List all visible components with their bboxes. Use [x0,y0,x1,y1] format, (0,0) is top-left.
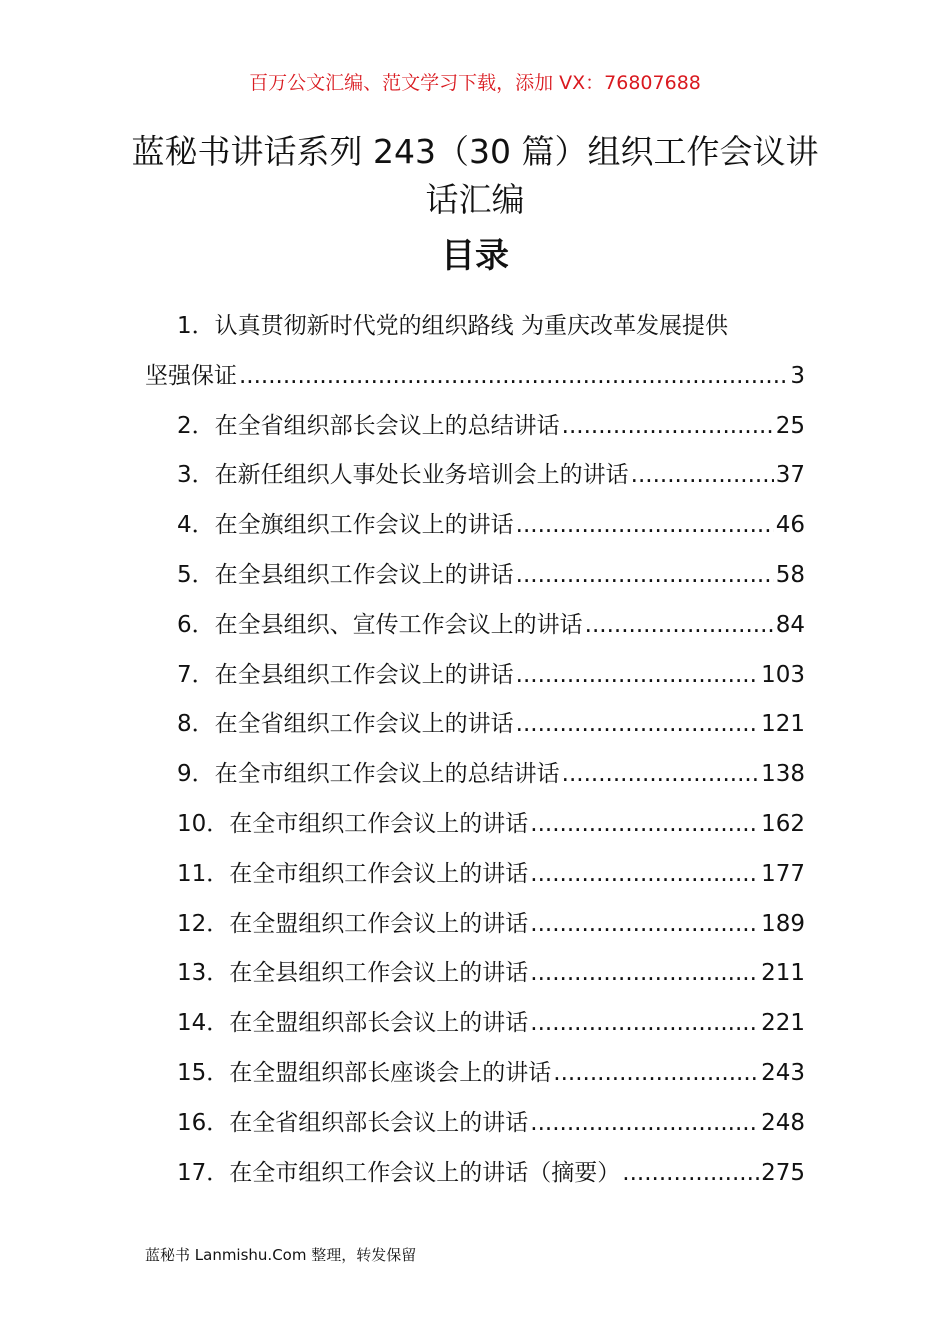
footer-note: 蓝秘书 Lanmishu.Com 整理，转发保留 [145,1246,417,1264]
toc-entry-page: 37 [775,462,805,489]
header-note: 百万公文汇编、范文学习下载，添加 VX：76807688 [249,72,701,94]
toc-entry-page: 3 [790,362,805,389]
toc-entry-text: 13．在全县组织工作会议上的讲话 [177,960,529,987]
toc-entry-2[interactable] [145,402,805,452]
dot-leader [530,800,759,850]
dot-leader [631,451,774,501]
toc-entry-text: 8．在全省组织工作会议上的讲话 [177,711,514,738]
dot-leader [562,402,774,452]
toc-entry-6[interactable] [145,601,805,651]
toc-entry-text: 坚强保证 [145,362,237,389]
toc-entry-17[interactable] [145,1149,805,1199]
toc-entry-14[interactable] [145,999,805,1049]
dot-leader [516,700,759,750]
dot-leader [622,1149,759,1199]
toc-entry-page: 162 [761,810,805,837]
toc-entry-page: 211 [761,960,805,987]
dot-leader [562,750,759,800]
dot-leader [516,501,774,551]
toc-entry-text: 12．在全盟组织工作会议上的讲话 [177,910,529,937]
toc-entry-12[interactable] [145,900,805,950]
toc-entry-text: 3．在新任组织人事处长业务培训会上的讲话 [177,462,629,489]
toc-entry-page: 103 [761,661,805,688]
toc-entry-page: 275 [761,1159,805,1186]
toc-entry-11[interactable] [145,850,805,900]
dot-leader [530,999,759,1049]
dot-leader [516,651,759,701]
toc-entry-13[interactable] [145,949,805,999]
toc-entry-page: 177 [761,860,805,887]
toc-entry-15[interactable] [145,1049,805,1099]
toc-entry-1[interactable] [145,302,805,402]
toc-entry-10[interactable] [145,800,805,850]
toc-entry-text: 5．在全县组织工作会议上的讲话 [177,561,514,588]
toc-heading: 目录 [441,236,509,276]
dot-leader [530,949,759,999]
toc-entry-text: 9．在全市组织工作会议上的总结讲话 [177,761,560,788]
toc-entry-text: 7．在全县组织工作会议上的讲话 [177,661,514,688]
toc-entry-text: 2．在全省组织部长会议上的总结讲话 [177,412,560,439]
toc-entry-16[interactable] [145,1099,805,1149]
toc-entry-page: 138 [761,761,805,788]
toc-entry-page: 248 [761,1109,805,1136]
toc-entry-3[interactable] [145,451,805,501]
toc-entry-text: 10．在全市组织工作会议上的讲话 [177,810,529,837]
toc-entry-7[interactable] [145,651,805,701]
dot-leader [530,1099,759,1149]
toc-entry-page: 58 [775,561,805,588]
toc-entry-page: 46 [775,512,805,539]
toc-entry-page: 25 [775,412,805,439]
toc-entry-page: 243 [761,1059,805,1086]
toc-entry-page: 121 [761,711,805,738]
toc-entry-9[interactable] [145,750,805,800]
dot-leader [530,900,759,950]
toc-entry-text: 6．在全县组织、宣传工作会议上的讲话 [177,611,583,638]
dot-leader [239,352,788,402]
toc-entry-page: 84 [775,611,805,638]
dot-leader [553,1049,759,1099]
toc-entry-4[interactable] [145,501,805,551]
toc-entry-page: 189 [761,910,805,937]
document-title: 蓝秘书讲话系列 243（30 篇）组织工作会议讲话汇编 [131,132,819,219]
toc-entry-text: 15．在全盟组织部长座谈会上的讲话 [177,1059,552,1086]
toc-entry-text: 17．在全市组织工作会议上的讲话（摘要） [177,1159,621,1186]
toc-entry-8[interactable] [145,700,805,750]
toc-entry-text: 1．认真贯彻新时代党的组织路线 为重庆改革发展提供 [177,313,728,339]
toc-entry-page: 221 [761,1010,805,1037]
toc-entry-text: 11．在全市组织工作会议上的讲话 [177,860,529,887]
dot-leader [530,850,759,900]
toc-entry-text: 4．在全旗组织工作会议上的讲话 [177,512,514,539]
table-of-contents [145,302,805,1198]
toc-entry-text: 16．在全省组织部长会议上的讲话 [177,1109,529,1136]
dot-leader [516,551,774,601]
toc-entry-5[interactable] [145,551,805,601]
dot-leader [585,601,774,651]
toc-entry-text: 14．在全盟组织部长会议上的讲话 [177,1010,529,1037]
